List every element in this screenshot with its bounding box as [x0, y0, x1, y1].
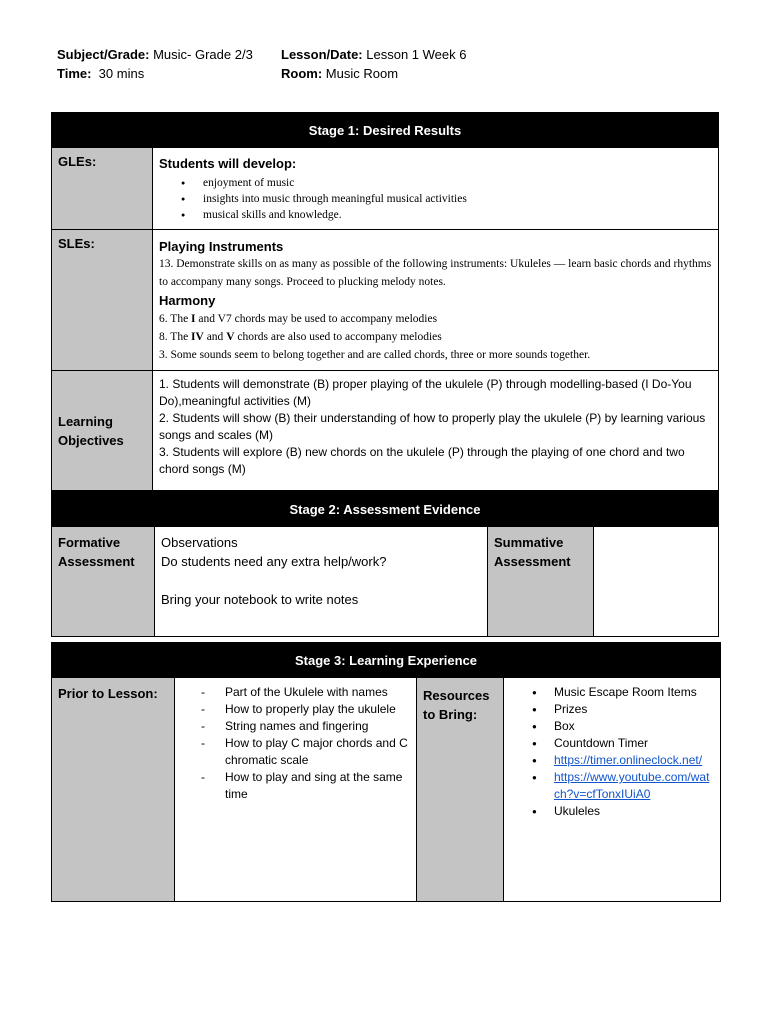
stage1-table — [51, 112, 719, 491]
sles-text-13: 13. Demonstrate skills on as many as possible of the following instruments: Ukuleles — learn basic chords and rhythms to accompany many songs. Proceed to plucking melody notes. — [159, 258, 712, 288]
room-label: Room: — [281, 66, 323, 81]
list-item — [554, 769, 714, 803]
list-item: ● Prizes — [554, 701, 714, 718]
list-item: - How to play and sing at the same time — [225, 769, 412, 803]
stage2-title: Stage 2: Assessment Evidence — [52, 492, 719, 527]
list-item: - Part of the Ukulele with names — [225, 684, 412, 701]
summative-content — [594, 527, 719, 637]
gles-label: GLEs: — [52, 148, 153, 230]
formative-label: Formative Assessment — [52, 527, 155, 637]
resources-content — [504, 678, 721, 902]
formative-line: Observations — [161, 535, 238, 550]
stage1-title: Stage 1: Desired Results — [52, 113, 719, 148]
header-left — [57, 45, 253, 83]
youtube-link[interactable]: https://www.youtube.com/watch?v=cfTonxIUiA0 — [554, 770, 710, 801]
gles-heading: Students will develop: — [159, 156, 297, 171]
list-item: - How to properly play the ukulele — [225, 701, 412, 718]
sles-heading-instruments: Playing Instruments — [159, 239, 284, 254]
text: 8. The — [159, 331, 192, 343]
list-item: ● Box — [554, 718, 714, 735]
time-value: 30 mins — [98, 66, 145, 81]
subject-value: Music- Grade 2/3 — [153, 47, 253, 62]
sles-content — [153, 230, 719, 371]
resources-label: Resources to Bring: — [417, 678, 504, 902]
sles-heading-harmony: Harmony — [159, 293, 216, 308]
objective-item: 2. Students will show (B) their understanding of how to properly play the ukulele (P) by learning various songs and scales (M) — [159, 411, 706, 442]
list-item: ● enjoyment of music — [203, 175, 712, 191]
sles-line-3: 3. Some sounds seem to belong together and are called chords, three or more sounds together. — [159, 349, 591, 361]
formative-line: Do students need any extra help/work? — [161, 554, 387, 569]
text: V — [226, 331, 235, 343]
gles-content — [153, 148, 719, 230]
text: I — [191, 313, 196, 325]
list-item: - String names and fingering — [225, 718, 412, 735]
sles-line-8 — [159, 328, 712, 346]
list-item: ● musical skills and knowledge. — [203, 207, 712, 223]
text: 6. The — [159, 313, 192, 325]
formative-content — [155, 527, 488, 637]
list-item: - How to play C major chords and C chromatic scale — [225, 735, 412, 769]
gles-list — [159, 175, 712, 223]
sles-line-6 — [159, 310, 712, 328]
prior-label: Prior to Lesson: — [52, 678, 175, 902]
prior-list — [175, 684, 412, 803]
objectives-content — [153, 371, 719, 491]
formative-line: Bring your notebook to write notes — [161, 592, 359, 607]
text: chords are also used to accompany melodies — [234, 331, 442, 343]
lesson-value: Lesson 1 Week 6 — [366, 47, 467, 62]
time-label: Time: — [57, 66, 92, 81]
prior-content — [175, 678, 417, 902]
text: IV — [191, 331, 204, 343]
objective-item: 1. Students will demonstrate (B) proper playing of the ukulele (P) through modelling-based (I Do-You Do),meaningful activities (M) — [159, 377, 692, 408]
stage3-table — [51, 642, 721, 902]
list-item: ● Countdown Timer — [554, 735, 714, 752]
list-item — [554, 752, 714, 769]
list-item: ● Ukuleles — [554, 803, 714, 820]
sles-label: SLEs: — [52, 230, 153, 371]
stage2-table — [51, 491, 719, 637]
subject-label: Subject/Grade: — [57, 47, 150, 62]
text: and V7 chords may be used to accompany melodies — [195, 313, 438, 325]
objectives-label: Learning Objectives — [52, 371, 153, 491]
text: and — [203, 331, 227, 343]
list-item: ● insights into music through meaningful musical activities — [203, 191, 712, 207]
resources-list — [504, 684, 714, 820]
lesson-label: Lesson/Date: — [281, 47, 363, 62]
objective-item: 3. Students will explore (B) new chords on the ukulele (P) through the playing of one chord and two chord songs (M) — [159, 445, 685, 476]
list-item: ● Music Escape Room Items — [554, 684, 714, 701]
timer-link[interactable]: https://timer.onlineclock.net/ — [554, 753, 703, 767]
room-value: Music Room — [325, 66, 399, 81]
summative-label: Summative Assessment — [488, 527, 594, 637]
header-right — [281, 45, 466, 83]
stage3-title: Stage 3: Learning Experience — [52, 643, 721, 678]
